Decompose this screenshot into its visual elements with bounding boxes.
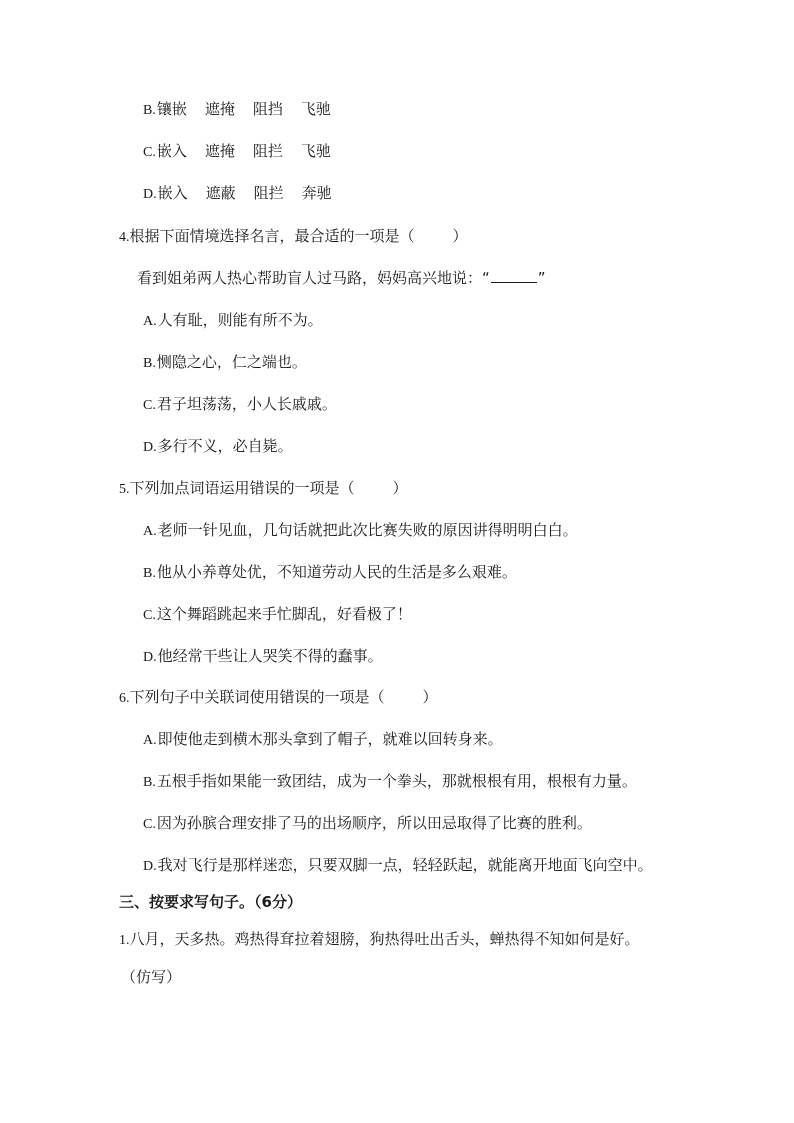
option-text: 人有耻，则能有所不为。 <box>157 311 323 329</box>
q4-option-b <box>143 352 307 374</box>
option-letter: D. <box>143 187 157 202</box>
question-number: 1. <box>119 933 130 948</box>
option-word: 阻挡 <box>252 100 283 118</box>
option-text: 老师一针见血，几句话就把此次比赛失败的原因讲得明明白白。 <box>157 521 578 539</box>
option-letter: D. <box>143 440 157 455</box>
question-text: 根据下面情境选择名言，最合适的一项是（ <box>129 227 415 245</box>
option-letter: C. <box>143 398 156 413</box>
option-text: 五根手指如果能一致团结，成为一个拳头，那就根根有用，根根有力量。 <box>156 772 637 790</box>
q4-option-d <box>143 436 293 458</box>
question-close: ） <box>422 688 438 706</box>
q4-option-c <box>143 394 337 416</box>
option-text: 我对飞行是那样迷恋，只要双脚一点，轻轻跃起，就能离开地面飞向空中。 <box>157 856 653 874</box>
option-text: 君子坦荡荡，小人长戚戚。 <box>156 395 337 413</box>
q5-option-d <box>143 646 383 668</box>
option-letter: B. <box>143 775 156 790</box>
option-word: 嵌入 <box>156 142 187 160</box>
option-word: 嵌入 <box>157 184 188 202</box>
s3-q1-hint: （仿写） <box>121 968 182 986</box>
option-text: 恻隐之心，仁之端也。 <box>156 353 307 371</box>
question-text: 下列加点词语运用错误的一项是（ <box>129 479 355 497</box>
option-word: 阻拦 <box>252 142 283 160</box>
question-text: 八月，天多热。鸡热得耷拉着翅膀，狗热得吐出舌头，蝉热得不知如何是好。 <box>129 930 640 948</box>
option-letter: B. <box>143 356 156 371</box>
question-text: 下列句子中关联词使用错误的一项是（ <box>129 688 385 706</box>
option-letter: C. <box>143 608 156 623</box>
question-close: ） <box>452 227 468 245</box>
q4-context <box>137 268 546 288</box>
question-close: ） <box>392 479 408 497</box>
option-text: 多行不义，必自毙。 <box>157 437 293 455</box>
fill-blank[interactable] <box>491 268 537 283</box>
question-number: 5. <box>119 482 130 497</box>
option-word: 镶嵌 <box>156 100 187 118</box>
option-letter: A. <box>143 314 157 329</box>
q6-option-b <box>143 771 637 793</box>
option-text: 即使他走到横木那头拿到了帽子，就难以回转身来。 <box>157 730 503 748</box>
option-letter: D. <box>143 650 157 665</box>
q5-stem <box>119 478 408 500</box>
q6-option-c <box>143 813 592 835</box>
option-letter: C. <box>143 817 156 832</box>
q6-stem <box>119 687 438 709</box>
option-word: 阻拦 <box>253 184 284 202</box>
option-letter: D. <box>143 859 157 874</box>
q3-option-d <box>143 183 350 205</box>
question-number: 6. <box>119 691 130 706</box>
option-word: 飞驰 <box>300 142 331 160</box>
q3-option-b <box>143 99 349 121</box>
question-number: 4. <box>119 230 130 245</box>
context-text: 看到姐弟两人热心帮助盲人过马路，妈妈高兴地说：“ <box>137 269 490 287</box>
option-text: 因为孙膑合理安排了马的出场顺序，所以田忌取得了比赛的胜利。 <box>156 814 592 832</box>
q6-option-d <box>143 855 653 877</box>
q4-stem <box>119 226 468 248</box>
option-word: 遮掩 <box>204 100 235 118</box>
option-letter: C. <box>143 145 156 160</box>
s3-q1 <box>119 929 640 951</box>
option-word: 遮蔽 <box>205 184 236 202</box>
section-title: 三、按要求写句子。（6分） <box>119 893 302 911</box>
option-text: 他从小养尊处优，不知道劳动人民的生活是多么艰难。 <box>156 563 517 581</box>
context-close: ” <box>537 269 546 287</box>
option-letter: A. <box>143 524 157 539</box>
option-word: 奔驰 <box>301 184 332 202</box>
option-text: 这个舞蹈跳起来手忙脚乱，好看极了！ <box>156 605 412 623</box>
option-word: 飞驰 <box>300 100 331 118</box>
q5-option-a <box>143 520 578 542</box>
option-word: 遮掩 <box>204 142 235 160</box>
q3-option-c <box>143 141 349 163</box>
q6-option-a <box>143 729 503 751</box>
q5-option-b <box>143 562 517 584</box>
option-letter: B. <box>143 103 156 118</box>
option-letter: B. <box>143 566 156 581</box>
option-letter: A. <box>143 733 157 748</box>
q4-option-a <box>143 310 323 332</box>
q5-option-c <box>143 604 412 626</box>
option-text: 他经常干些让人哭笑不得的蠢事。 <box>157 647 383 665</box>
